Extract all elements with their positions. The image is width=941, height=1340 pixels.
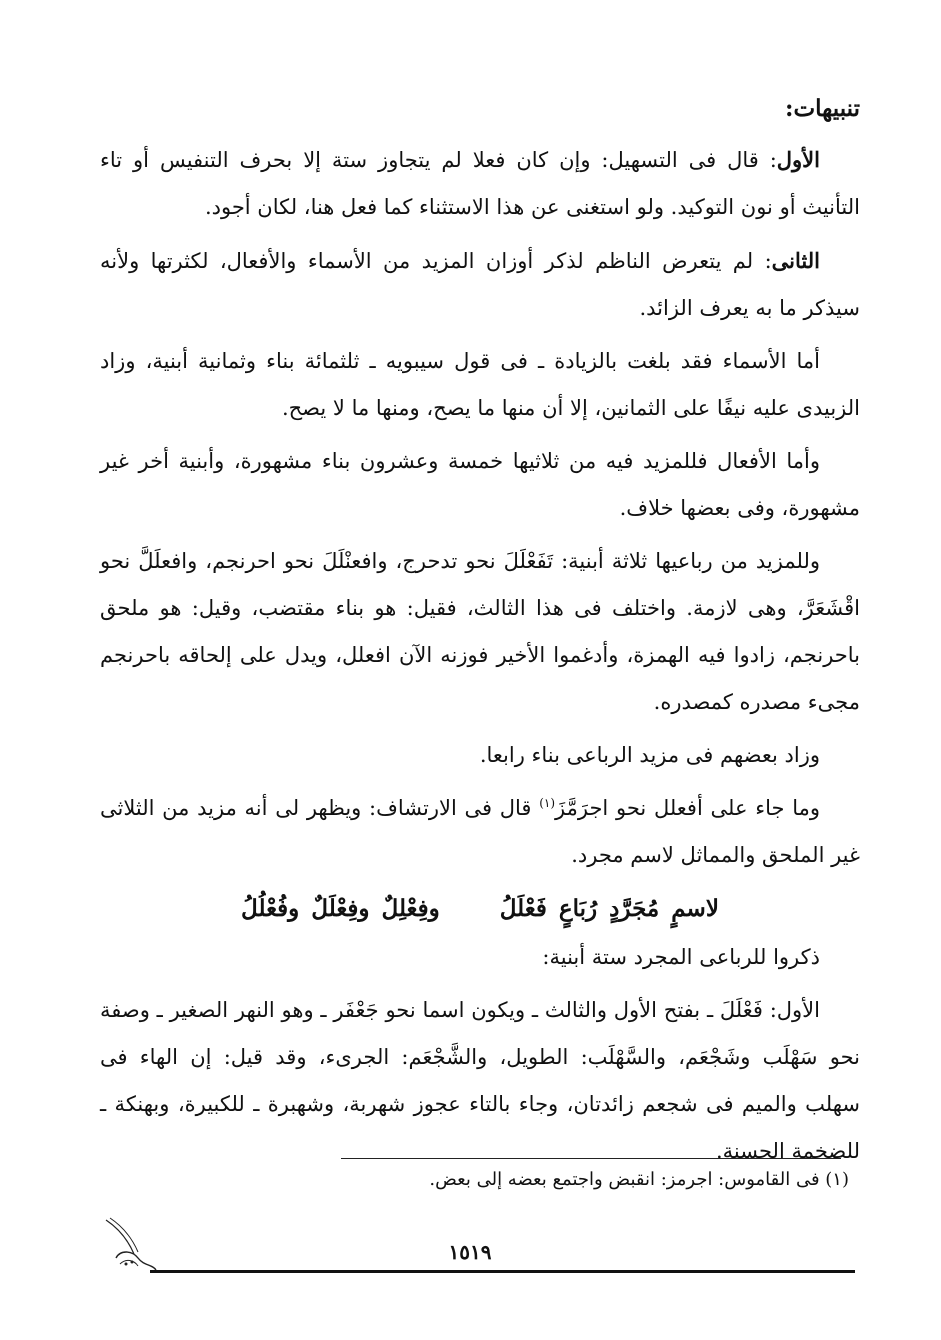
footnote-marker[interactable]: (١) <box>539 796 556 810</box>
paragraph-verbs: وأما الأفعال فللمزيد فيه من ثلاثيها خمسة وعشرون بناء مشهورة، وأبنية أخر غير مشهورة، وفى بعضها خلاف. <box>100 449 860 520</box>
paragraph-second-lead: الثانى <box>771 248 820 273</box>
page-number: ١٥١٩ <box>448 1240 492 1264</box>
ornament-icon <box>98 1214 160 1276</box>
paragraph-first <box>100 136 860 231</box>
paragraph-afalal-before: وما جاء على أفعلل نحو اجرَمَّزَ <box>555 796 820 820</box>
bottom-divider <box>150 1270 855 1273</box>
paragraph-quadrilateral: وللمزيد من رباعيها ثلاثة أبنية: تَفَعْلَلَ نحو تدحرج، وافعنْلَلَ نحو احرنجم، وافعلَلَّ نحو اقْشَعَرَّ، وهى لازمة. واختلف فى هذا الثالث، فقيل: هو بناء مقتضب، وقيل: هو ملحق باحرنجم، زادوا فيه الهمزة، وأدغموا الأخير فوزنه الآن افعلل، ويدل على إلحاقه باحرنجم مجىء مصدره كمصدره. <box>100 549 860 714</box>
paragraph-fourth-form: وزاد بعضهم فى مزيد الرباعى بناء رابعا. <box>479 743 820 767</box>
verse-hemistich-second: وفِعْلِلٌ وفِعْلَلٌ وفُعْلُلُ <box>241 895 440 922</box>
paragraph-first-lead: الأول <box>776 147 820 172</box>
paragraph-six-forms: ذكروا للرباعى المجرد ستة أبنية: <box>542 945 820 969</box>
paragraph-afalal <box>100 785 860 879</box>
paragraph-nouns: أما الأسماء فقد بلغت بالزيادة ـ فى قول سيبويه ـ ثلثمائة بناء وثمانية أبنية، وزاد الزبيدى عليه نيفًا على الثمانين، إلا أن منها ما يصح، ومنها ما لا يصح. <box>100 349 860 420</box>
footnote-text: (١) فى القاموس: اجرمز: انقبض واجتمع بعضه إلى بعض. <box>429 1169 849 1190</box>
paragraph-second <box>100 237 860 332</box>
footnote-divider <box>341 1158 841 1159</box>
paragraph-afalal-after: قال فى الارتشاف: ويظهر لى أنه مزيد من الثلاثى غير الملحق والمماثل لاسم مجرد. <box>100 796 860 867</box>
poem-verse <box>100 885 860 932</box>
paragraph-first-form: الأول: فَعْلَلَ ـ بفتح الأول والثالث ـ ويكون اسما نحو جَعْفَر ـ وهو النهر الصغير ـ وصفة نحو سَهْلَب وشَجْعَم، والسَّهْلَب: الطويل، والشَّجْعَم: الجرىء، وقد قيل: إن الهاء فى سهلب والميم فى شجعم زائدتان، وجاء بالتاء عجوز شهربة، وشهبرة ـ للكبيرة، وبهنكة ـ للضخمة الحسنة. <box>100 998 860 1163</box>
paragraph-second-text: : لم يتعرض الناظم لذكر أوزان المزيد من الأسماء والأفعال، لكثرتها ولأنه سيذكر ما به يعرف الزائد. <box>100 249 860 320</box>
paragraph-first-text: : قال فى التسهيل: وإن كان فعلا لم يتجاوز ستة إلا بحرف التنفيس أو تاء التأنيث أو نون التوكيد. ولو استغنى عن هذا الاستثناء كما فعل هنا، لكان أجود. <box>100 148 860 219</box>
section-heading: تنبيهات: <box>785 95 860 122</box>
page-body <box>100 85 860 1181</box>
verse-hemistich-first: لاسمٍ مُجَرَّدٍ رُبَاعٍ فَعْلَلُ <box>499 895 719 922</box>
